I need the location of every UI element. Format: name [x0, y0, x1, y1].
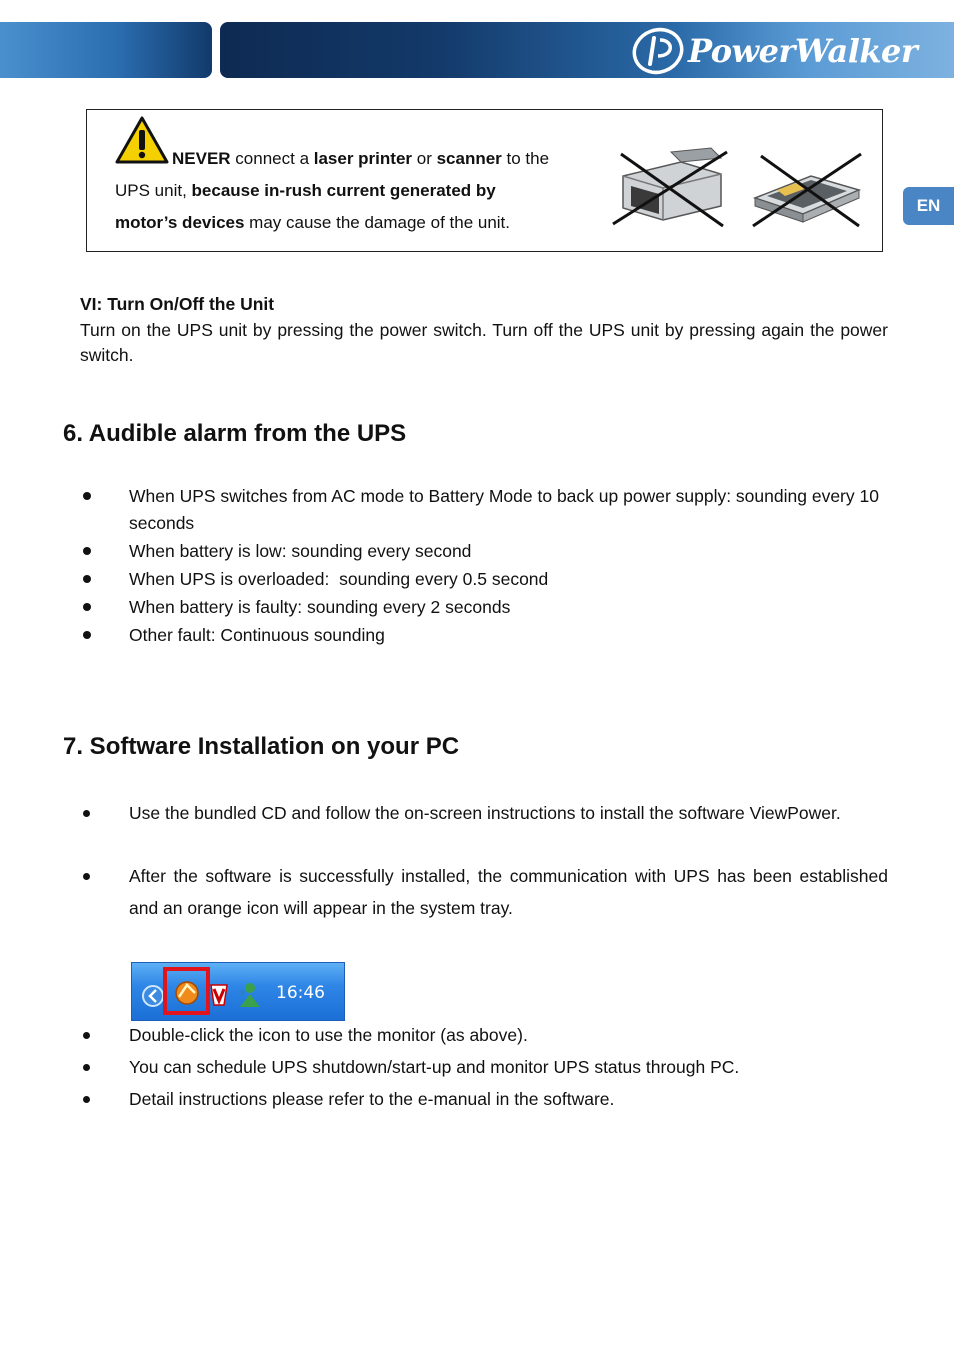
- warning-line-1: [115, 143, 585, 175]
- crossed-out-scanner: [747, 146, 867, 230]
- warning-line-2: [115, 175, 585, 207]
- power-logo-icon: [630, 26, 690, 76]
- turn-on-off-heading: VI: Turn On/Off the Unit: [80, 294, 275, 314]
- messenger-icon: [245, 983, 255, 993]
- warning-run: connect a: [230, 149, 314, 168]
- tray-clock: 16:46: [276, 983, 325, 1003]
- powerwalker-logo: [630, 26, 950, 76]
- brand-name: PowerWalker: [688, 32, 918, 70]
- expand-tray-icon: [143, 986, 163, 1006]
- bullet-icon: [83, 631, 91, 639]
- warning-run: may cause the damage of the unit.: [244, 213, 511, 232]
- bullet-icon: [83, 547, 91, 555]
- warning-run: because in-rush current generated by: [191, 181, 496, 200]
- warning-line-3: [115, 207, 585, 239]
- language-tab[interactable]: EN: [903, 187, 954, 225]
- bullet-icon: [83, 810, 90, 817]
- header-bar-left: [0, 22, 212, 78]
- warning-run: UPS unit,: [115, 181, 192, 200]
- bullet-icon: [83, 1096, 90, 1103]
- warning-run: motor’s devices: [115, 213, 245, 232]
- warning-box: [86, 109, 883, 252]
- warning-run: to the: [501, 149, 550, 168]
- bullet-icon: [83, 1032, 90, 1039]
- section-6-heading: 6. Audible alarm from the UPS: [63, 420, 407, 447]
- turn-on-off-body: Turn on the UPS unit by pressing the power switch. Turn off the UPS unit by pressing again the power switch.: [80, 320, 888, 365]
- bullet-icon: [83, 1064, 90, 1071]
- warning-run: NEVER: [172, 149, 231, 168]
- system-tray: [131, 962, 345, 1021]
- bullet-icon: [83, 575, 91, 583]
- warning-text: [115, 143, 585, 239]
- page-header: [0, 22, 954, 79]
- warning-run: or: [412, 149, 437, 168]
- bullet-icon: [83, 873, 90, 880]
- warning-run: scanner: [436, 149, 502, 168]
- bullet-icon: [83, 492, 91, 500]
- section-7-heading: 7. Software Installation on your PC: [63, 733, 460, 760]
- warning-run: laser printer: [313, 149, 413, 168]
- bullet-icon: [83, 603, 91, 611]
- crossed-out-laser-printer: [611, 146, 731, 230]
